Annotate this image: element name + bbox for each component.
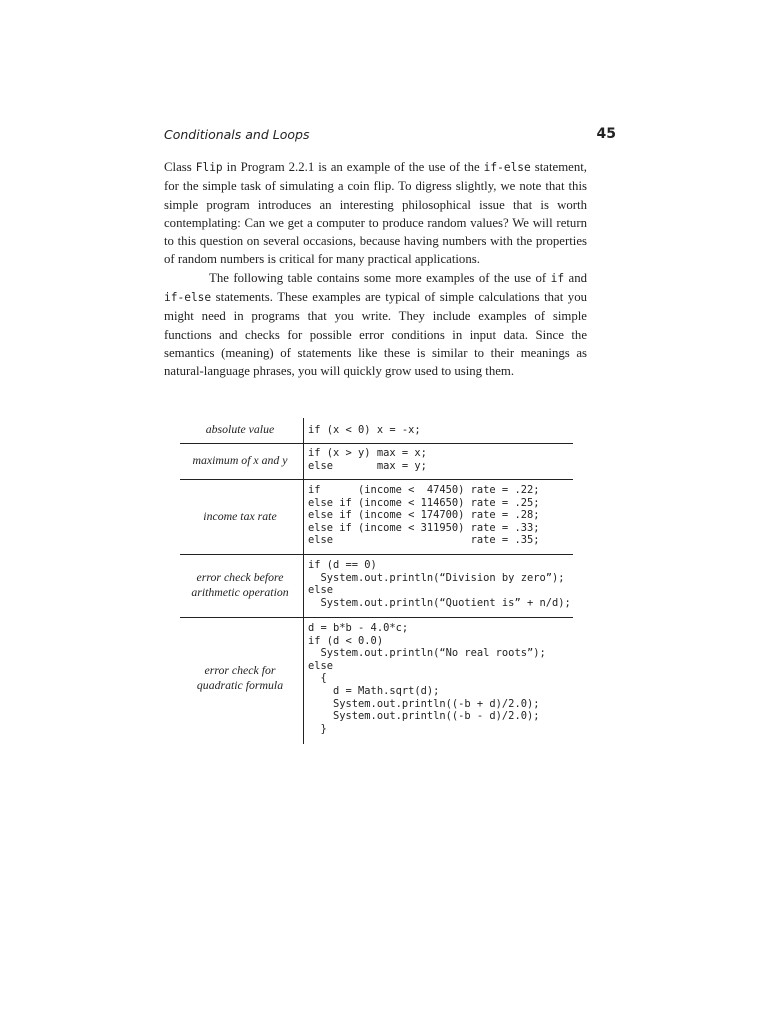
examples-table	[180, 418, 573, 744]
row-label-error-check-quadratic	[180, 663, 300, 693]
row-divider	[180, 617, 573, 618]
row-label-absolute-value	[180, 422, 300, 437]
row-label-line: absolute value	[205, 422, 275, 436]
code-absolute-value: if (x < 0) x = -x;	[308, 424, 421, 436]
row-label-error-check-arithmetic	[180, 570, 300, 600]
paragraph-2	[164, 269, 587, 381]
row-divider	[180, 554, 573, 555]
row-label-line: error check before	[196, 570, 284, 584]
code-income-tax: if (income < 47450) rate = .22; else if (income < 114650) rate = .25; else if (income < 174700) rate = .28; else if (income < 311950) rate = .33; else rate = .35;	[308, 484, 540, 547]
row-divider	[180, 479, 573, 480]
running-title: Conditionals and Loops	[164, 127, 310, 142]
row-label-maximum	[180, 453, 300, 468]
inline-code: if	[550, 271, 565, 285]
row-label-line: income tax rate	[203, 509, 277, 523]
row-label-line: quadratic formula	[196, 678, 284, 692]
text-run: in Program 2.2.1 is an example of the use of the	[222, 160, 484, 174]
text-run: statement, for the simple task of simulating a coin flip. To digress slightly, we note that this simple program introduces an interesting philosophical issue that is worth contemplating: Can we get a computer to produce random values? We will return to this question on several occasions, because having numbers with the properties of random numbers is critical for many practical applications.	[164, 160, 587, 267]
text-run: statements. These examples are typical of simple calculations that you might need in programs that you write. They include examples of simple functions and checks for possible error conditions in input data. Since the semantics (meaning) of statements like these is similar to their meanings as natural-language phrases, you will quickly grow used to using them.	[164, 290, 587, 379]
row-label-line: arithmetic operation	[191, 585, 289, 599]
page-number: 45	[596, 126, 616, 142]
inline-code: if-else	[164, 291, 212, 305]
row-label-line: maximum of x and y	[192, 453, 288, 467]
code-error-check-arithmetic: if (d == 0) System.out.println(“Division by zero”); else System.out.println(“Quotient is” + n/d);	[308, 559, 571, 609]
paragraph-1	[164, 158, 587, 269]
row-label-line: error check for	[204, 663, 276, 677]
text-run: Class	[164, 160, 196, 174]
text-run: The following table contains some more examples of the use of	[209, 270, 551, 285]
text-run: and	[564, 270, 587, 285]
inline-code: if-else	[483, 161, 531, 174]
column-divider	[303, 418, 304, 744]
page-header	[164, 127, 616, 145]
inline-code: Flip	[195, 161, 223, 174]
code-maximum: if (x > y) max = x; else max = y;	[308, 447, 427, 472]
body-text	[164, 158, 587, 381]
code-error-check-quadratic: d = b*b - 4.0*c; if (d < 0.0) System.out.println(“No real roots”); else { d = Math.sqrt(d); System.out.println((-b + d)/2.0); System.out.println((-b - d)/2.0); }	[308, 622, 546, 735]
row-divider	[180, 443, 573, 444]
row-label-income-tax	[180, 509, 300, 524]
